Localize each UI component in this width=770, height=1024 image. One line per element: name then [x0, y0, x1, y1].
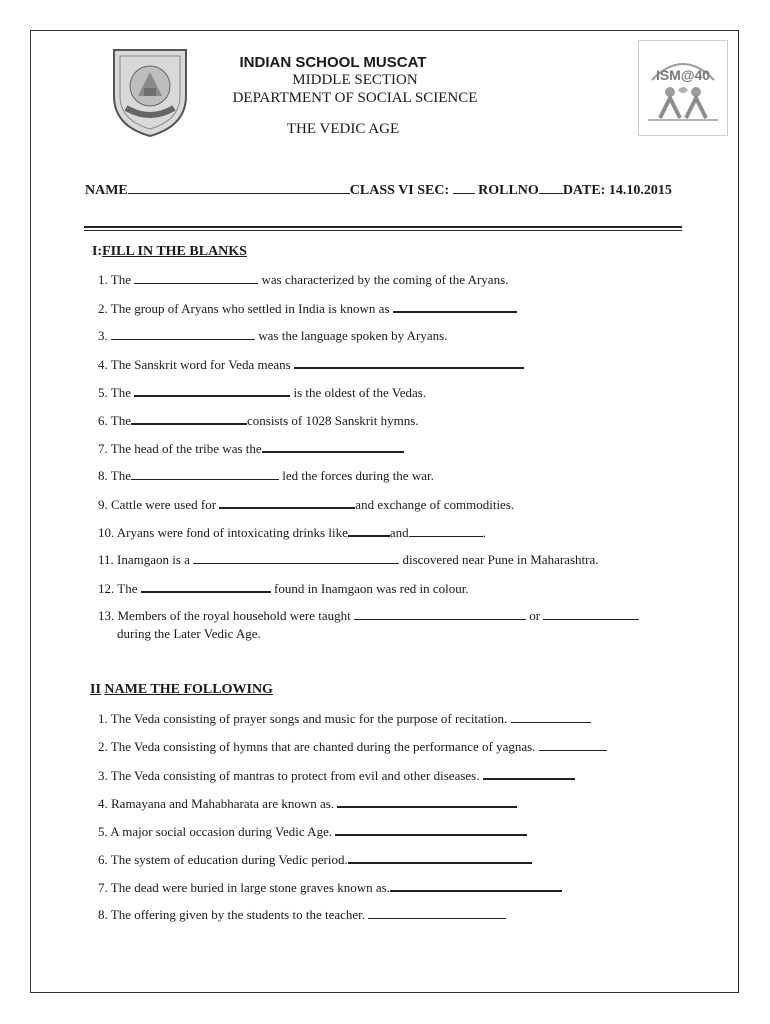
answer-blank[interactable]: [543, 608, 639, 620]
student-info-line: [85, 181, 672, 199]
question-text: A major social occasion during Vedic Age.: [110, 824, 333, 839]
question-text: The: [110, 468, 131, 483]
question-text: The: [110, 385, 131, 400]
fill-blank-question-1: [98, 272, 508, 288]
question-number: 3.: [98, 768, 108, 783]
header-divider: [84, 226, 682, 228]
answer-blank[interactable]: [368, 907, 506, 919]
question-number: 6.: [98, 852, 108, 867]
question-text: was characterized by the coming of the Aryans.: [261, 272, 509, 287]
question-text: The Veda consisting of prayer songs and music for the purpose of recitation.: [110, 711, 508, 726]
question-number: 8.: [98, 468, 108, 483]
question-text: The Veda consisting of mantras to protect from evil and other diseases.: [110, 768, 480, 783]
fill-blank-question-2: [98, 300, 517, 317]
middle-section-title: MIDDLE SECTION: [292, 72, 418, 88]
question-number: 13.: [98, 608, 115, 623]
answer-blank[interactable]: [539, 739, 607, 751]
name-question-3: [98, 767, 575, 784]
answer-blank[interactable]: [348, 851, 532, 864]
question-number: 12.: [98, 581, 115, 596]
name-question-8: [98, 907, 506, 923]
section-2-title: [90, 682, 273, 698]
answer-blank[interactable]: [390, 879, 562, 892]
name-label: NAME: [85, 183, 128, 198]
question-text: Inamgaon is a: [117, 552, 190, 567]
answer-blank[interactable]: [348, 524, 390, 537]
question-text: The offering given by the students to the teacher.: [110, 907, 366, 922]
fill-blank-question-7: [98, 440, 404, 457]
roll-number-label: ROLLNO: [478, 183, 539, 198]
question-text: led the forces during the war.: [282, 468, 434, 483]
question-number: 2.: [98, 301, 108, 316]
answer-blank[interactable]: [511, 711, 591, 723]
question-text: and exchange of commodities.: [355, 497, 515, 512]
name-question-4: [98, 795, 517, 812]
fill-blank-question-11: [98, 552, 598, 568]
question-text: and: [389, 525, 409, 540]
fill-blank-question-8: [98, 468, 434, 484]
question-text: is the oldest of the Vedas.: [293, 385, 427, 400]
question-number: 1.: [98, 711, 108, 726]
name-question-1: [98, 711, 591, 727]
question-number: 6.: [98, 413, 108, 428]
worksheet-topic: THE VEDIC AGE: [286, 121, 400, 137]
question-text: Cattle were used for: [111, 497, 217, 512]
answer-blank[interactable]: [134, 272, 258, 284]
question-text: The head of the tribe was the: [110, 441, 262, 456]
fill-blank-question-5: [98, 384, 426, 401]
question-text: or: [529, 608, 541, 623]
answer-blank[interactable]: [131, 412, 247, 425]
fill-blank-question-13: [98, 608, 639, 624]
question-number: 5.: [98, 824, 108, 839]
fill-blank-question-9: [98, 496, 514, 513]
section-2-prefix: II: [90, 682, 101, 697]
name-blank[interactable]: [128, 181, 350, 194]
answer-blank[interactable]: [219, 496, 355, 509]
question-number: 11.: [98, 552, 114, 567]
question-number: 5.: [98, 385, 108, 400]
question-text: The dead were buried in large stone graves known as.: [110, 880, 390, 895]
answer-blank[interactable]: [335, 823, 527, 836]
answer-blank[interactable]: [111, 328, 255, 340]
fill-blank-question-13-continued: during the Later Vedic Age.: [117, 626, 261, 641]
name-question-2: [98, 739, 607, 755]
question-text: discovered near Pune in Maharashtra.: [402, 552, 599, 567]
question-text: The group of Aryans who settled in India is known as: [110, 301, 390, 316]
name-question-6: [98, 851, 532, 868]
fill-blank-question-10: [98, 524, 486, 541]
question-text: Aryans were fond of intoxicating drinks like: [116, 525, 348, 540]
answer-blank[interactable]: [131, 468, 279, 480]
question-text: The: [110, 413, 131, 428]
question-text: The Veda consisting of hymns that are chanted during the performance of yagnas.: [110, 739, 536, 754]
question-text: The Sanskrit word for Veda means: [110, 357, 291, 372]
question-text: was the language spoken by Aryans.: [258, 328, 448, 343]
question-number: 3.: [98, 328, 108, 343]
question-text: The system of education during Vedic period.: [110, 852, 348, 867]
fill-blank-question-6: [98, 412, 419, 429]
question-text: .: [482, 525, 486, 540]
answer-blank[interactable]: [337, 795, 517, 808]
fill-blank-question-12: [98, 580, 469, 597]
answer-blank[interactable]: [193, 552, 399, 564]
question-number: 7.: [98, 441, 108, 456]
department-title: DEPARTMENT OF SOCIAL SCIENCE: [232, 90, 478, 106]
name-question-5: [98, 823, 527, 840]
date-label: DATE:: [562, 183, 606, 198]
answer-blank[interactable]: [483, 767, 575, 780]
question-number: 9.: [98, 497, 108, 512]
question-text: consists of 1028 Sanskrit hymns.: [246, 413, 419, 428]
fill-blank-question-4: [98, 356, 524, 373]
question-number: 2.: [98, 739, 108, 754]
question-number: 1.: [98, 272, 108, 287]
class-section-label: CLASS VI SEC:: [349, 183, 450, 198]
question-text: Members of the royal household were taught: [117, 608, 351, 623]
answer-blank[interactable]: [409, 525, 483, 537]
roll-number-blank[interactable]: [539, 181, 563, 194]
question-text: found in Inamgaon was red in colour.: [273, 581, 469, 596]
question-number: 8.: [98, 907, 108, 922]
fill-blank-question-3: [98, 328, 447, 344]
answer-blank[interactable]: [294, 356, 524, 369]
question-text: The: [117, 581, 138, 596]
question-number: 7.: [98, 880, 108, 895]
answer-blank[interactable]: [134, 384, 290, 397]
section-1-title: [92, 244, 247, 260]
question-number: 4.: [98, 796, 108, 811]
question-number: 4.: [98, 357, 108, 372]
question-text: The: [110, 272, 131, 287]
answer-blank[interactable]: [141, 580, 271, 593]
header-divider-thin: [84, 230, 682, 231]
answer-blank[interactable]: [393, 300, 517, 313]
question-text: Ramayana and Mahabharata are known as.: [111, 796, 335, 811]
ism-40-logo-text: ISM@40: [655, 67, 711, 83]
question-number: 10.: [98, 525, 115, 540]
name-question-7: [98, 879, 562, 896]
section-blank[interactable]: [453, 181, 475, 194]
section-1-prefix: I:: [92, 244, 103, 259]
answer-blank[interactable]: [354, 608, 526, 620]
answer-blank[interactable]: [262, 440, 404, 453]
section-2-heading: NAME THE FOLLOWING: [104, 682, 273, 697]
section-1-heading: FILL IN THE BLANKS: [102, 244, 247, 259]
school-name: INDIAN SCHOOL MUSCAT: [239, 54, 427, 71]
date-value: 14.10.2015: [608, 183, 672, 198]
